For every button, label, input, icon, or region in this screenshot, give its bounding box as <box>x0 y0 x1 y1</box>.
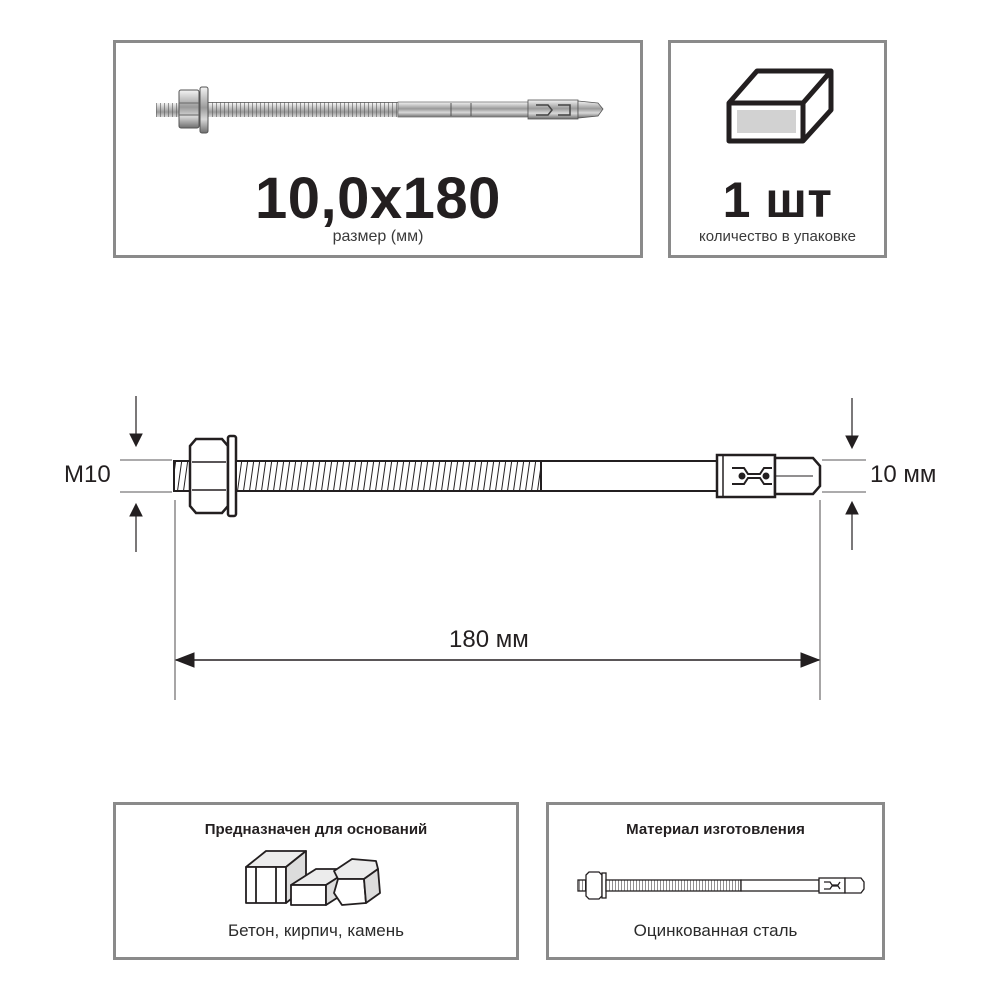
material-card-caption: Оцинкованная сталь <box>633 921 798 940</box>
length-label: 180 мм <box>449 626 529 653</box>
quantity-caption: количество в упаковке <box>699 228 856 245</box>
quantity-value: 1 шт <box>722 172 833 228</box>
size-value: 10,0x180 <box>255 166 501 231</box>
base-card-caption: Бетон, кирпич, камень <box>228 921 404 940</box>
material-card-title: Материал изготовления <box>626 821 805 838</box>
material-card <box>546 802 885 960</box>
base-material-card <box>113 802 519 960</box>
thread-size-label: M10 <box>64 461 111 488</box>
diameter-label: 10 мм <box>870 461 937 488</box>
size-caption: размер (мм) <box>332 228 424 245</box>
base-card-title: Предназначен для оснований <box>204 821 428 838</box>
